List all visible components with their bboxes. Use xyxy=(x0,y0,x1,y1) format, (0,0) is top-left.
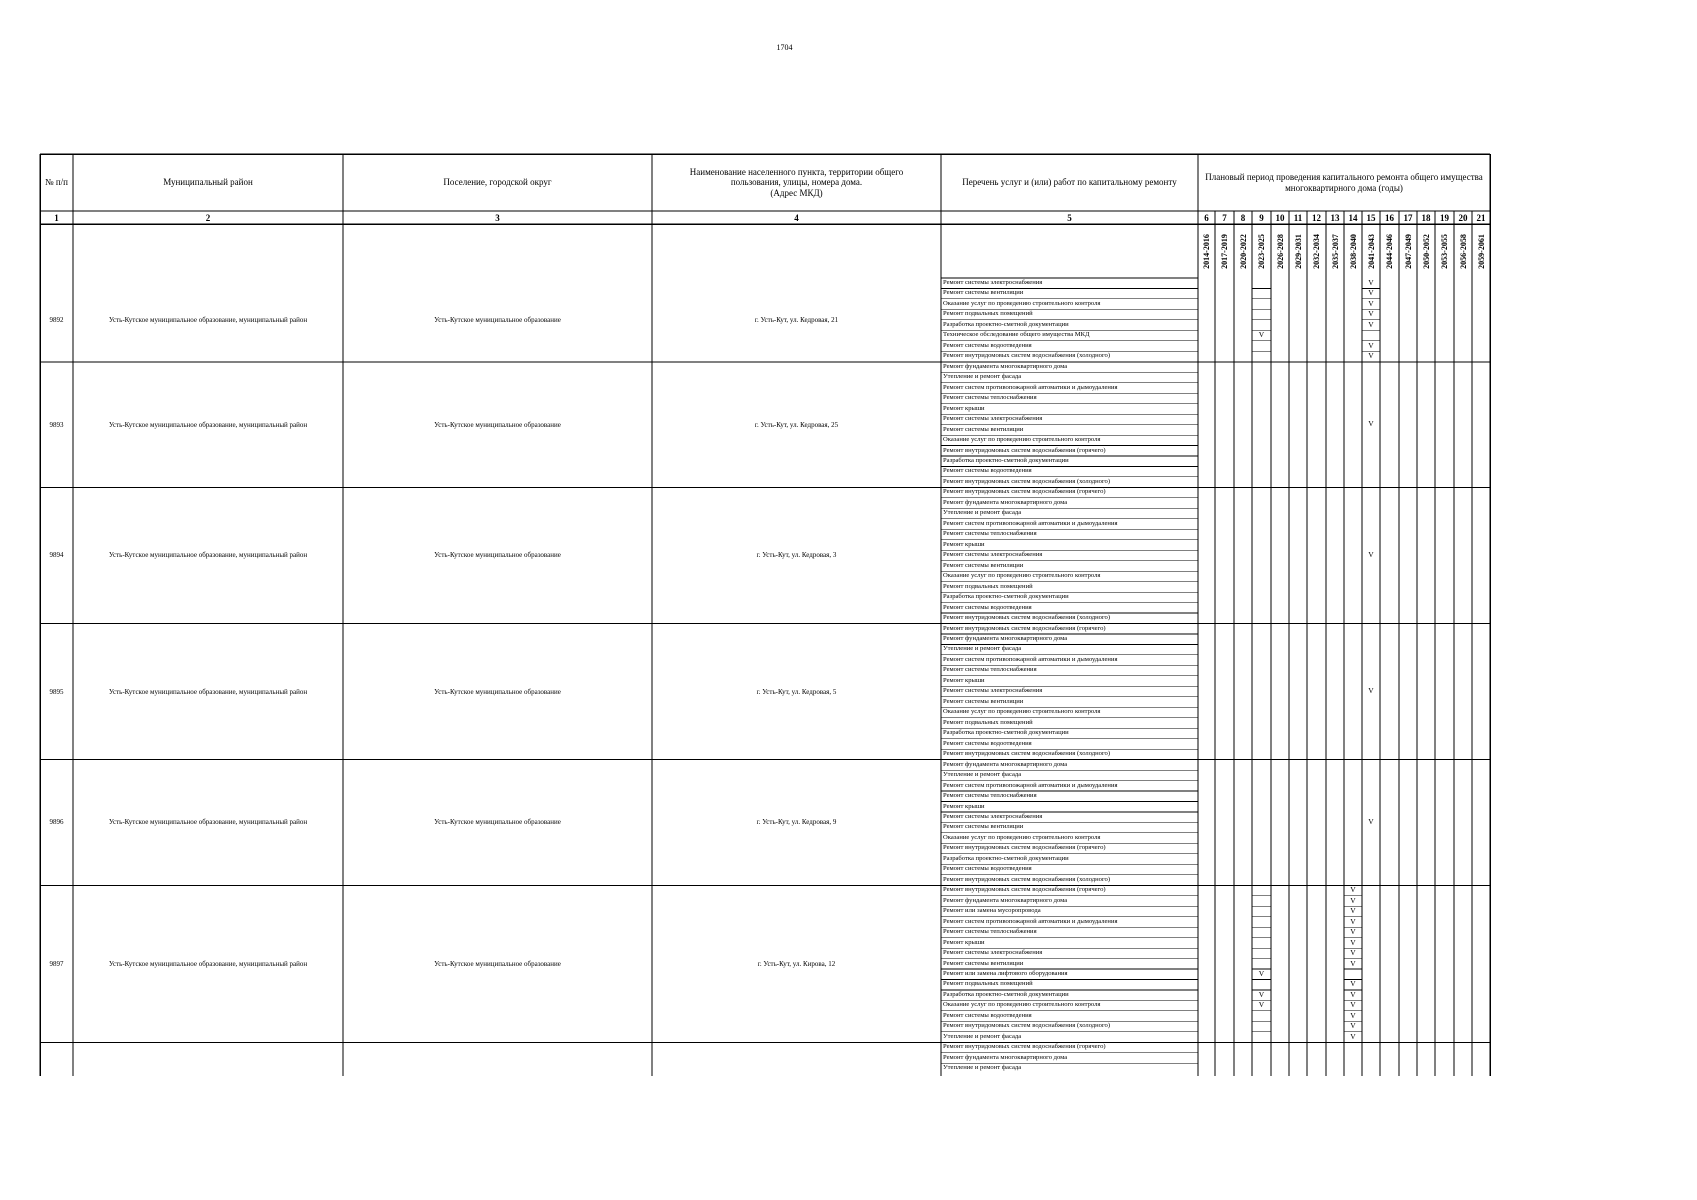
period-mark: V xyxy=(1350,937,1356,947)
service-item: Оказание услуг по проведению строительного контроля xyxy=(943,572,1101,580)
period-mark: V xyxy=(1368,298,1374,308)
service-item: Ремонт внутридомовых систем водоснабжения (холодного) xyxy=(943,750,1111,758)
year-header: 2050-2052 xyxy=(1421,233,1431,269)
service-item: Ремонт внутридомовых систем водоснабжения (горячего) xyxy=(943,488,1106,496)
header-address xyxy=(652,154,941,211)
year-header: 2026-2028 xyxy=(1275,233,1285,269)
period-mark: V xyxy=(1368,340,1374,350)
service-item: Ремонт систем противопожарной автоматики и дымоудаления xyxy=(943,519,1118,527)
year-header: 2035-2037 xyxy=(1330,233,1340,269)
year-header: 2023-2025 xyxy=(1257,233,1267,269)
period-mark: V xyxy=(1350,895,1356,905)
column-number: 9 xyxy=(1259,212,1264,223)
service-item: Ремонт внутридомовых систем водоснабжения (горячего) xyxy=(943,446,1106,454)
service-item: Утепление и ремонт фасада xyxy=(943,1032,1022,1040)
year-header: 2029-2031 xyxy=(1293,233,1303,269)
service-item: Ремонт системы электроснабжения xyxy=(943,687,1043,695)
period-mark: V xyxy=(1368,278,1374,287)
service-item: Ремонт фундамента многоквартирного дома xyxy=(943,760,1068,768)
service-item: Утепление и ремонт фасада xyxy=(943,771,1022,779)
period-mark: V xyxy=(1368,419,1374,429)
service-item: Ремонт внутридомовых систем водоснабжения (горячего) xyxy=(943,1043,1106,1051)
service-item: Ремонт крыши xyxy=(943,540,985,548)
service-item: Ремонт крыши xyxy=(943,404,985,412)
period-mark: V xyxy=(1368,288,1374,298)
service-item: Ремонт внутридомовых систем водоснабжения (горячего) xyxy=(943,886,1106,894)
service-item: Ремонт системы теплоснабжения xyxy=(943,394,1037,402)
service-item: Разработка проектно-сметной документации xyxy=(943,990,1069,998)
service-item: Ремонт крыши xyxy=(943,676,985,684)
service-item: Утепление и ремонт фасада xyxy=(943,1064,1022,1072)
header-address-main: Наименование населенного пункта, территории общего пользования, улицы, номера дома. xyxy=(689,166,904,188)
record-number: 9894 xyxy=(49,551,64,560)
column-number: 14 xyxy=(1348,212,1358,223)
service-item: Ремонт подвальных помещений xyxy=(943,980,1033,988)
year-header: 2047-2049 xyxy=(1403,233,1413,269)
page-number: 1704 xyxy=(776,43,793,52)
record-address: г. Усть-Кут, ул. Кедровая, 9 xyxy=(756,818,837,827)
period-mark: V xyxy=(1368,817,1374,827)
service-item: Ремонт подвальных помещений xyxy=(943,310,1033,318)
record-settlement xyxy=(343,1042,652,1076)
service-item: Ремонт крыши xyxy=(943,802,985,810)
column-number: 17 xyxy=(1403,212,1413,223)
service-item: Ремонт внутридомовых систем водоснабжения (холодного) xyxy=(943,477,1111,485)
service-item: Ремонт системы теплоснабжения xyxy=(943,928,1037,936)
service-item: Разработка проектно-сметной документации xyxy=(943,593,1069,601)
record-district: Усть-Кутское муниципальное образование, муниципальный район xyxy=(108,818,308,827)
column-number: 15 xyxy=(1366,212,1376,223)
service-item: Ремонт системы электроснабжения xyxy=(943,812,1043,820)
service-item: Ремонт системы вентиляции xyxy=(943,959,1024,967)
service-item: Ремонт внутридомовых систем водоснабжения (холодного) xyxy=(943,614,1111,622)
service-item: Утепление и ремонт фасада xyxy=(943,509,1022,517)
service-item: Ремонт фундамента многоквартирного дома xyxy=(943,896,1068,904)
header-address-sub: (Адрес МКД) xyxy=(770,187,823,198)
record-address: г. Усть-Кут, ул. Кедровая, 25 xyxy=(754,420,839,429)
column-number: 5 xyxy=(1067,212,1072,223)
record-address: г. Усть-Кут, ул. Кедровая, 21 xyxy=(754,315,839,324)
service-item: Ремонт или замена лифтового оборудования xyxy=(943,970,1068,978)
record-settlement: Усть-Кутское муниципальное образование xyxy=(434,551,561,560)
service-item: Ремонт внутридомовых систем водоснабжения (холодного) xyxy=(943,352,1111,360)
period-mark: V xyxy=(1350,885,1356,895)
service-item: Оказание услуг по проведению строительного контроля xyxy=(943,833,1101,841)
service-item: Ремонт системы электроснабжения xyxy=(943,279,1043,286)
period-mark: V xyxy=(1258,330,1265,340)
service-item: Ремонт систем противопожарной автоматики и дымоудаления xyxy=(943,383,1118,391)
service-item: Ремонт системы электроснабжения xyxy=(943,415,1043,423)
period-mark: V xyxy=(1368,686,1374,696)
record-address xyxy=(652,1042,941,1076)
column-number: 20 xyxy=(1458,212,1468,223)
column-number: 4 xyxy=(794,212,799,223)
record-number: 9895 xyxy=(49,687,64,696)
column-number: 13 xyxy=(1330,212,1340,223)
service-item: Разработка проектно-сметной документации xyxy=(943,854,1069,862)
column-number: 7 xyxy=(1222,212,1227,223)
column-number: 16 xyxy=(1385,212,1394,223)
record-district: Усть-Кутское муниципальное образование, муниципальный район xyxy=(108,315,308,324)
period-mark: V xyxy=(1350,989,1356,999)
year-header: 2059-2061 xyxy=(1476,233,1486,269)
record-number: 9892 xyxy=(49,315,64,324)
service-item: Ремонт системы водоотведения xyxy=(943,739,1032,747)
service-item: Ремонт систем противопожарной автоматики и дымоудаления xyxy=(943,781,1118,789)
record-district xyxy=(73,1042,343,1076)
header-settlement: Поселение, городской округ xyxy=(443,177,552,188)
column-number: 11 xyxy=(1293,212,1303,223)
service-item: Техническое обследование общего имущества МКД xyxy=(943,331,1090,339)
service-item: Ремонт системы вентиляции xyxy=(943,697,1024,705)
service-item: Ремонт крыши xyxy=(943,938,985,946)
service-item: Ремонт фундамента многоквартирного дома xyxy=(943,498,1068,506)
column-number: 8 xyxy=(1240,212,1246,223)
year-header: 2056-2058 xyxy=(1458,233,1468,269)
service-item: Ремонт системы теплоснабжения xyxy=(943,792,1037,800)
record-settlement: Усть-Кутское муниципальное образование xyxy=(434,687,561,696)
period-mark: V xyxy=(1258,969,1265,979)
column-number: 1 xyxy=(54,212,59,223)
record-district: Усть-Кутское муниципальное образование, муниципальный район xyxy=(108,420,308,429)
service-item: Ремонт фундамента многоквартирного дома xyxy=(943,362,1068,370)
column-number: 12 xyxy=(1312,212,1321,223)
header-district: Муниципальный район xyxy=(163,177,253,188)
service-item: Ремонт внутридомовых систем водоснабжения (горячего) xyxy=(943,844,1106,852)
period-mark: V xyxy=(1368,550,1374,560)
service-item: Ремонт системы вентиляции xyxy=(943,823,1024,831)
service-item: Оказание услуг по проведению строительного контроля xyxy=(943,299,1101,307)
year-header: 2038-2040 xyxy=(1348,233,1358,269)
period-mark: V xyxy=(1350,906,1356,916)
record-address: г. Усть-Кут, ул. Кедровая, 5 xyxy=(756,687,837,696)
service-item: Ремонт системы теплоснабжения xyxy=(943,666,1037,674)
service-item: Ремонт подвальных помещений xyxy=(943,582,1033,590)
period-mark: V xyxy=(1350,979,1356,989)
service-item: Ремонт внутридомовых систем водоснабжения (горячего) xyxy=(943,624,1106,632)
service-item: Оказание услуг по проведению строительного контроля xyxy=(943,1001,1101,1009)
service-item: Ремонт или замена мусоропровода xyxy=(943,907,1041,915)
record-number: 9897 xyxy=(49,959,64,968)
service-item: Ремонт систем противопожарной автоматики и дымоудаления xyxy=(943,655,1118,663)
service-item: Ремонт подвальных помещений xyxy=(943,718,1033,726)
column-number: 18 xyxy=(1421,212,1431,223)
column-number: 3 xyxy=(495,212,500,223)
header-period: Плановый период проведения капитального ремонта общего имущества многоквартирного дома (годы) xyxy=(1205,172,1483,193)
service-item: Ремонт системы электроснабжения xyxy=(943,949,1043,957)
record-number: 9896 xyxy=(49,818,64,827)
record-number: 9893 xyxy=(49,420,64,429)
service-item: Ремонт фундамента многоквартирного дома xyxy=(943,1053,1068,1061)
service-item: Ремонт системы теплоснабжения xyxy=(943,530,1037,538)
column-number: 19 xyxy=(1440,212,1449,223)
record-address: г. Усть-Кут, ул. Кирова, 12 xyxy=(757,959,836,968)
period-mark: V xyxy=(1350,927,1356,937)
service-item: Ремонт системы электроснабжения xyxy=(943,551,1043,559)
column-number: 2 xyxy=(205,212,211,223)
record-district: Усть-Кутское муниципальное образование, муниципальный район xyxy=(108,551,308,560)
service-item: Разработка проектно-сметной документации xyxy=(943,456,1069,464)
service-item: Разработка проектно-сметной документации xyxy=(943,729,1069,737)
year-header: 2020-2022 xyxy=(1238,233,1248,269)
column-number: 6 xyxy=(1204,212,1209,223)
year-header: 2017-2019 xyxy=(1220,233,1230,269)
record-address: г. Усть-Кут, ул. Кедровая, 3 xyxy=(756,551,837,560)
period-mark: V xyxy=(1350,948,1356,958)
service-item: Разработка проектно-сметной документации xyxy=(943,320,1069,328)
column-number: 10 xyxy=(1275,212,1285,223)
service-item: Оказание услуг по проведению строительного контроля xyxy=(943,436,1101,444)
header-num: № п/п xyxy=(45,177,68,188)
service-item: Ремонт системы вентиляции xyxy=(943,425,1024,433)
year-header: 2041-2043 xyxy=(1366,233,1376,269)
year-header: 2053-2055 xyxy=(1440,233,1450,269)
service-item: Утепление и ремонт фасада xyxy=(943,645,1022,653)
period-mark: V xyxy=(1350,916,1356,926)
period-mark: V xyxy=(1350,1031,1356,1041)
service-item: Ремонт системы вентиляции xyxy=(943,289,1024,297)
period-mark: V xyxy=(1258,989,1265,999)
period-mark: V xyxy=(1258,1000,1265,1010)
service-item: Утепление и ремонт фасада xyxy=(943,373,1022,381)
service-item: Ремонт системы водоотведения xyxy=(943,603,1032,611)
record-settlement: Усть-Кутское муниципальное образование xyxy=(434,818,561,827)
period-mark: V xyxy=(1350,1000,1356,1010)
year-header: 2044-2046 xyxy=(1385,233,1395,269)
record-settlement: Усть-Кутское муниципальное образование xyxy=(434,420,561,429)
year-header: 2032-2034 xyxy=(1312,233,1322,269)
service-item: Ремонт систем противопожарной автоматики и дымоудаления xyxy=(943,917,1118,925)
period-mark: V xyxy=(1368,319,1374,329)
service-item: Ремонт системы вентиляции xyxy=(943,561,1024,569)
service-item: Ремонт системы водоотведения xyxy=(943,865,1032,873)
period-mark: V xyxy=(1368,351,1374,361)
header-services: Перечень услуг и (или) работ по капитальному ремонту xyxy=(962,177,1177,188)
record-number xyxy=(40,1042,73,1076)
service-item: Ремонт фундамента многоквартирного дома xyxy=(943,634,1068,642)
record-settlement: Усть-Кутское муниципальное образование xyxy=(434,959,561,968)
service-item: Ремонт системы водоотведения xyxy=(943,467,1032,475)
service-item: Оказание услуг по проведению строительного контроля xyxy=(943,708,1101,716)
column-number: 21 xyxy=(1476,212,1486,223)
period-mark: V xyxy=(1350,1021,1356,1031)
year-header: 2014-2016 xyxy=(1202,233,1212,269)
record-settlement: Усть-Кутское муниципальное образование xyxy=(434,315,561,324)
record-district: Усть-Кутское муниципальное образование, муниципальный район xyxy=(108,959,308,968)
period-mark: V xyxy=(1350,958,1356,968)
service-item: Ремонт системы водоотведения xyxy=(943,341,1032,349)
service-item: Ремонт системы водоотведения xyxy=(943,1011,1032,1019)
service-item: Ремонт внутридомовых систем водоснабжения (холодного) xyxy=(943,875,1111,883)
period-mark: V xyxy=(1350,1010,1356,1020)
record-district: Усть-Кутское муниципальное образование, муниципальный район xyxy=(108,687,308,696)
period-mark: V xyxy=(1368,309,1374,319)
service-item: Ремонт внутридомовых систем водоснабжения (холодного) xyxy=(943,1022,1111,1030)
